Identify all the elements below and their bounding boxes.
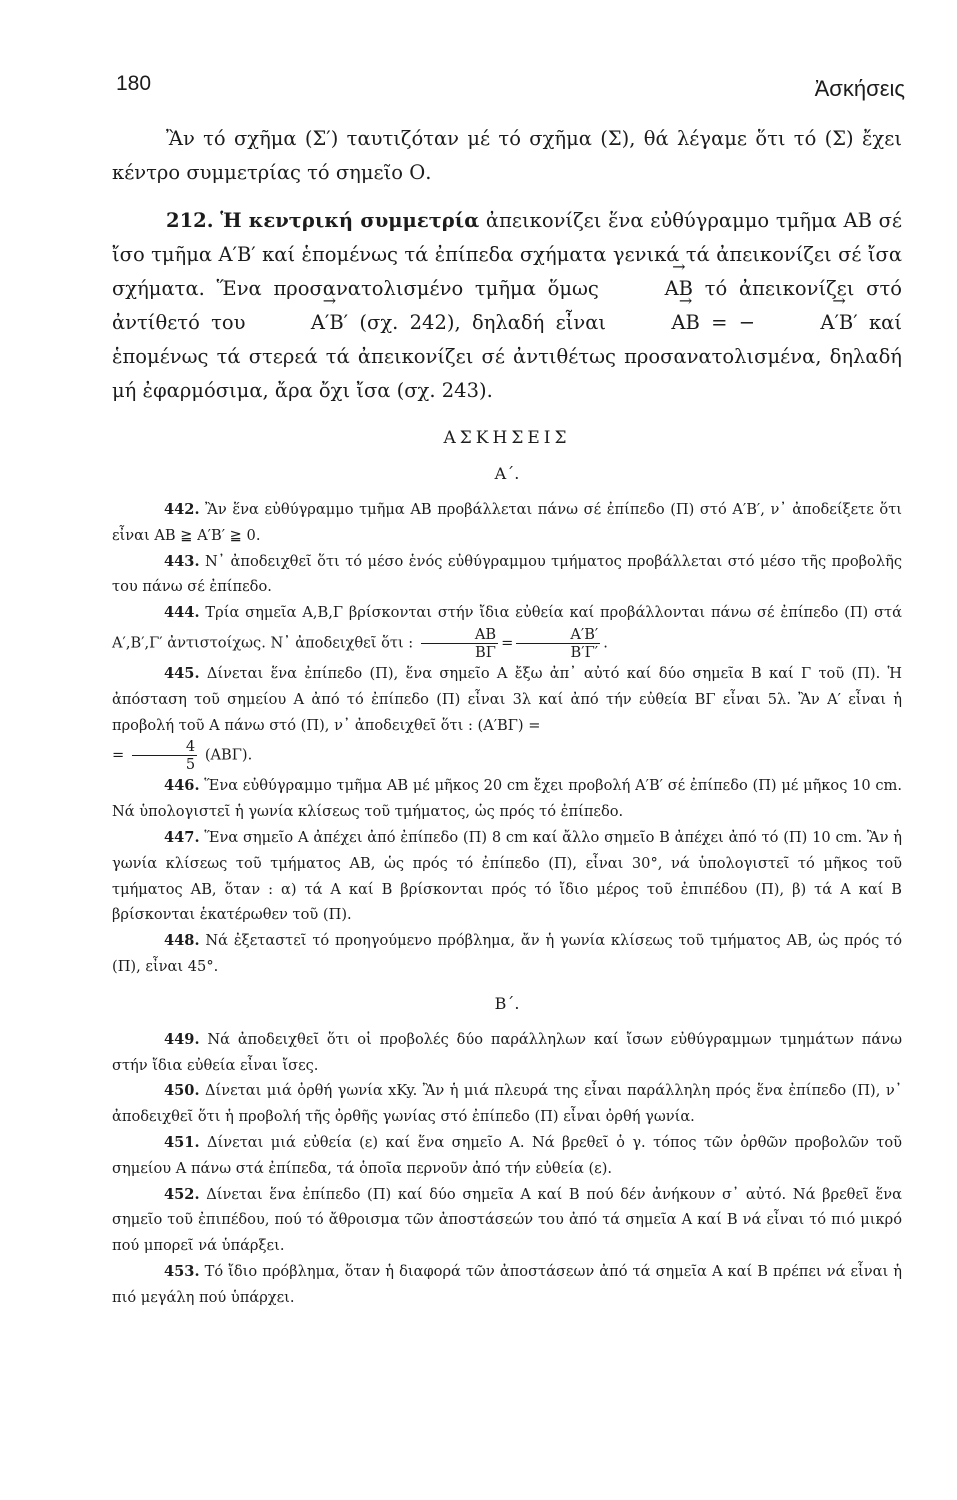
exercise-452 <box>112 1182 902 1259</box>
exercise-443 <box>112 549 902 601</box>
equals-sign: = <box>501 634 514 652</box>
exercise-451 <box>112 1130 902 1182</box>
text-run: τό ἀπεικονίζει στό ἀντίθετό του <box>112 277 902 334</box>
exercise-number: 443. <box>164 552 200 570</box>
exercise-450 <box>112 1078 902 1130</box>
exercise-number: 444. <box>164 604 200 622</box>
central-symmetry-term: Ἡ κεντρική συμμετρία <box>220 209 480 232</box>
vector-a-b-prime: → A′B′ <box>257 306 348 340</box>
exercise-446 <box>112 773 902 825</box>
exercise-text: Νά ἀποδειχθεῖ ὅτι οἱ προβολές δύο παράλληλων καί ἴσων εὐθύγραμμων τμημάτων πάνω στήν ἴδια εὐθεία εἶναι ἴσες. <box>112 1030 902 1074</box>
exercise-number: 449. <box>164 1030 200 1048</box>
text-run: καί ἑπομένως τά στερεά τά ἀπεικονίζει σέ ἀντιθέτως προσανατολισμένα, δηλαδή μή ἐφαρμόσιμα, ἄρα ὄχι ἴσα (σχ. 243). <box>112 311 902 402</box>
fraction-ab-over-bg <box>421 626 498 661</box>
fraction-numerator: AB <box>421 626 498 644</box>
fraction-numerator: A′B′ <box>516 626 600 644</box>
vector-ab: → AB <box>611 272 693 306</box>
fraction-denominator: 5 <box>185 756 196 774</box>
exercise-number: 453. <box>164 1262 200 1280</box>
equals-sign: = <box>112 746 125 764</box>
exercise-number: 445. <box>164 664 200 682</box>
exercise-449 <box>112 1027 902 1079</box>
exercise-text: Δίνεται μιά ὀρθή γωνία xKy. Ἂν ἡ μιά πλευρά της εἶναι παράλληλη πρός ἕνα ἐπίπεδο (Π), ν᾽ ἀποδειχθεῖ ὅτι ἡ προβολή τῆς ὀρθῆς γωνίας στό ἐπίπεδο (Π) εἶναι ὀρθή γωνία. <box>112 1082 902 1126</box>
exercise-442 <box>112 497 902 549</box>
exercise-448 <box>112 928 902 980</box>
exercise-453 <box>112 1259 902 1311</box>
exercise-text: Τό ἴδιο πρόβλημα, ὅταν ἡ διαφορά τῶν ἀποστάσεων ἀπό τά σημεῖα Α καί Β πρέπει νά εἶναι ἡ πιό μεγάλη πού ὑπάρχει. <box>112 1262 903 1306</box>
fraction-four-fifths <box>132 738 197 773</box>
exercise-444 <box>112 600 902 661</box>
intro-paragraph-1: Ἂν τό σχῆμα (Σ′) ταυτιζόταν μέ τό σχῆμα (Σ), θά λέγαμε ὅτι τό (Σ) ἔχει κέντρο συμμετρίας τό σημεῖο Ο. <box>112 127 902 184</box>
exercise-text: Ἕνα σημεῖο Α ἀπέχει ἀπό ἐπίπεδο (Π) 8 cm καί ἄλλο σημεῖο Β ἀπέχει ἀπό τό (Π) 10 cm. Ἂν ἡ γωνία κλίσεως τοῦ τμήματος AB, ὡς πρός τό ἐπίπεδο (Π), εἶναι 30°, νά ὑπολογιστεῖ τό μῆκος τοῦ τμήματος AB, ὅταν : α) τά Α καί Β βρίσκονται πρός τό ἴδιο μέρος τοῦ ἐπιπέδου (Π), β) τά Α καί Β βρίσκονται ἑκατέρωθεν τοῦ (Π). <box>112 828 902 924</box>
fraction-prime <box>516 626 600 661</box>
exercise-number: 442. <box>164 501 200 518</box>
exercise-number: 452. <box>164 1185 200 1203</box>
running-title: Ἀσκήσεις <box>814 76 905 101</box>
fraction-denominator: ΒΓ <box>475 643 496 661</box>
section-number: 212. <box>166 209 214 232</box>
exercises-heading: ΑΣΚΗΣΕΙΣ <box>443 428 571 448</box>
group-a-heading: Α΄. <box>494 464 520 483</box>
page-body <box>112 122 902 1311</box>
exercise-text: Ἕνα εὐθύγραμμο τμῆμα AB μέ μῆκος 20 cm ἔχει προβολή A′B′ σέ ἐπίπεδο (Π) μέ μῆκος 10 cm. Νά ὑπολογιστεῖ ἡ γωνία κλίσεως τοῦ τμήματος, ὡς πρός τό ἐπίπεδο. <box>112 777 903 821</box>
exercise-447 <box>112 825 902 928</box>
group-b-heading: Β΄. <box>494 993 520 1013</box>
exercise-text: Νά ἐξεταστεῖ τό προηγούμενο πρόβλημα, ἄν ἡ γωνία κλίσεως τοῦ τμήματος AB, ὡς πρός τό (Π), εἶναι 45°. <box>112 932 903 975</box>
exercise-number: 446. <box>164 777 200 795</box>
text-run: (σχ. 242), δηλαδή εἶναι <box>348 311 618 334</box>
exercise-text: Ἂν ἕνα εὐθύγραμμο τμῆμα AB προβάλλεται πάνω σέ ἐπίπεδο (Π) στό A′B′, ν᾽ ἀποδείξετε ὅτι εἶναι AB ≧ A′B′ ≧ 0. <box>112 501 902 544</box>
exercise-445 <box>112 661 902 773</box>
fraction-denominator: Β′Γ′ <box>570 643 599 661</box>
fraction-numerator: 4 <box>132 738 197 756</box>
vector-ab: → AB <box>617 306 699 340</box>
exercise-text: Τρία σημεῖα Α,Β,Γ βρίσκονται στήν ἴδια εὐθεία καί προβάλλονται πάνω σέ ἐπίπεδο (Π) στά Α′,Β′,Γ′ ἀντιστοίχως. Ν᾽ ἀποδειχθεῖ ὅτι : <box>112 604 902 652</box>
exercise-text: Δίνεται ἕνα ἐπίπεδο (Π) καί δύο σημεῖα Α καί Β πού δέν ἀνήκουν σ᾽ αὐτό. Νά βρεθεῖ ἕνα σημεῖο τοῦ ἐπιπέδου, πού τό ἄθροισμα τῶν ἀποστάσεών του ἀπό τά σημεῖα Α καί Β νά εἶναι τό πιό μικρό πού μπορεῖ νά ὑπάρξει. <box>112 1185 902 1255</box>
text-run: = − <box>699 311 767 334</box>
exercise-number: 451. <box>164 1133 200 1151</box>
period: . <box>603 634 608 652</box>
exercise-number: 447. <box>164 828 200 846</box>
exercise-text: Δίνεται ἕνα ἐπίπεδο (Π), ἕνα σημεῖο Α ἔξω ἀπ᾽ αὐτό καί δύο σημεῖα Β καί Γ τοῦ (Π). Ἡ ἀπόσταση τοῦ σημείου Α ἀπό τό ἐπίπεδο (Π) εἶναι 3λ καί ἀπό τήν εὐθεία ΒΓ εἶναι 5λ. Ἂν Α′ εἶναι ἡ προβολή τοῦ Α πάνω στό (Π), ν᾽ ἀποδειχθεῖ ὅτι : (Α′ΒΓ) = <box>112 664 903 734</box>
exercise-number: 448. <box>164 932 200 950</box>
text-run: ἀπεικονίζει ἕνα εὐθύγραμμο τμῆμα AB σέ ἴσο τμῆμα A′B′ καί ἑπομένως τά ἐπίπεδα σχήματα γενικά τά ἀπεικονίζει σέ ἴσα σχήματα. Ἕνα προσανατολισμένο τμῆμα ὅμως <box>112 209 903 300</box>
exercise-text: Δίνεται μιά εὐθεία (ε) καί ἕνα σημεῖο Α. Νά βρεθεῖ ὁ γ. τόπος τῶν ὀρθῶν προβολῶν τοῦ σημείου Α πάνω στά ἐπίπεδα, τά ὁποῖα περνοῦν ἀπό τήν εὐθεία (ε). <box>112 1133 903 1177</box>
intro-paragraph-2 <box>112 204 902 408</box>
exercise-number: 450. <box>164 1082 200 1100</box>
page-header <box>112 58 905 101</box>
exercise-text-tail: (ΑΒΓ). <box>204 746 253 764</box>
page-number: 180 <box>116 72 152 95</box>
exercise-text: Ν᾽ ἀποδειχθεῖ ὅτι τό μέσο ἑνός εὐθύγραμμου τμήματος προβάλλεται στό μέσο τῆς προβολῆς του πάνω σέ ἐπίπεδο. <box>112 552 902 596</box>
vector-a-b-prime: → A′B′ <box>766 306 857 340</box>
